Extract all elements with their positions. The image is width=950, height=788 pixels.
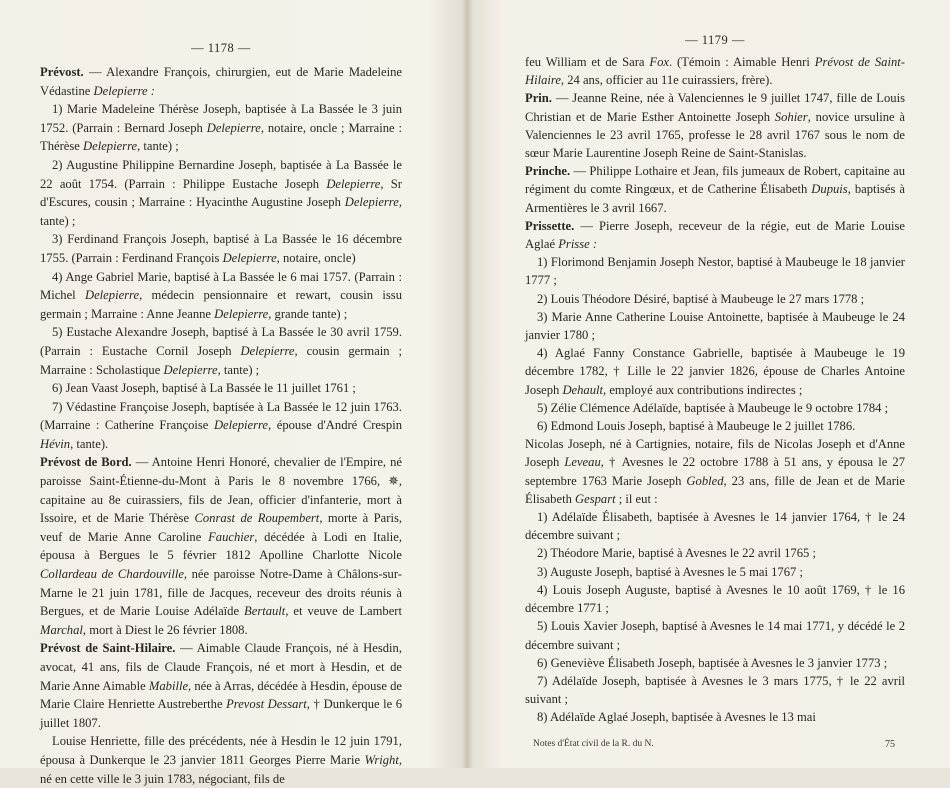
text-run: , novice ursuline à Valenciennes le 23 avril 1765, professe le 28 avril 1767 sous le nom de sœur Marie Laurentine Joseph Reine de Saint-Stanislas. [525,109,905,161]
list-item [525,308,905,344]
entry-heading: Prin. [525,91,552,106]
entry-paragraph [525,435,905,508]
list-item [525,581,905,617]
footer-signature: 75 [885,739,895,750]
text-run: 6) Geneviève Élisabeth Joseph, baptisée à Avesnes le 3 janvier 1773 ; [537,655,888,670]
text-run: ; il eut : [615,491,658,506]
text-run: 8) Adélaïde Aglaé Joseph, baptisée à Avesnes le 13 mai [537,710,816,725]
text-run: 5) Zélie Clémence Adélaïde, baptisée à Maubeuge le 9 octobre 1784 ; [537,400,889,415]
entry-paragraph [40,453,402,639]
text-run: . (Témoin : Aimable Henri [668,55,815,69]
entry-heading: Prissette. [525,218,575,233]
text-run: 3) Ferdinand François Joseph, baptisé à La Bassée le 16 décembre 1755. (Parrain : Ferdinand François [40,232,402,265]
italic-name: Mabille [148,678,189,693]
entry-paragraph [40,639,402,732]
right-page [525,0,905,768]
list-item [40,323,402,379]
text-run: 3) Marie Anne Catherine Louise Antoinette, baptisée à Maubeuge le 24 janvier 1780 ; [525,309,905,343]
list-item [525,654,905,672]
entry-paragraph [525,53,905,89]
text-run: 1) Adélaïde Élisabeth, baptisée à Avesnes le 14 janvier 1764, † le 24 décembre suivant ; [525,510,905,543]
text-run: — Antoine Henri Honoré, chevalier de l'Empire, né paroisse Saint-Étienne-du-Mont à Paris le 8 novembre 1766, ✵, capitaine au 8e cuirassiers, fils de Jean, officier d'infanterie, mort à Issoire, et de Marie Thérèse [40,455,403,526]
text-run: , née paroisse Notre-Dame à Châlons-sur-Marne le 21 juin 1781, fille de Jacques, receveur des droits réunis à Bergues, et de Marie Louise Adélaïde [40,567,402,619]
italic-name: Prévost de Saint-Hilaire [525,55,905,88]
list-item [525,508,905,544]
text-run: 6) Edmond Louis Joseph, baptisé à Maubeuge le 2 juillet 1786. [537,419,856,434]
list-item [525,417,905,435]
text-run: , employé aux contributions indirectes ; [603,382,803,397]
text-run: 2) Augustine Philippine Bernardine Joseph, baptisée à La Bassée le 22 août 1754. (Parrain : Philippe Eustache Joseph [40,157,402,191]
text-run: 7) Adélaïde Joseph, baptisée à Avesnes le 3 mars 1775, † le 22 avril suivant ; [525,673,905,707]
text-run: 4) Ange Gabriel Marie, baptisé à La Bassée le 6 mai 1757. (Parrain : Michel [40,269,402,303]
italic-name: Delepierre [163,362,218,377]
list-item [525,617,905,653]
entry-heading: Prévost de Saint-Hilaire. [40,641,176,656]
list-item [525,399,905,417]
italic-name: Delepierre [83,139,138,154]
text-run: Louise Henriette, fille des précédents, née à Hesdin le 12 juin 1791, épousa à Dunkerque le 23 janvier 1811 Georges Pierre Marie [40,734,402,767]
page-footer [525,739,905,750]
text-run: , grande tante) ; [268,306,348,321]
entry-heading: Prinche. [525,164,571,179]
text-run: , † Avesnes le 22 octobre 1788 à 51 ans, y épousa le 27 septembre 1763 Marie Joseph [525,455,905,488]
italic-name: Wright [364,752,399,767]
text-run: , médecin pensionnaire et rewart, cousin issu germain ; Marraine : Anne Jeanne [40,288,403,321]
italic-name: Gespart [575,491,616,506]
left-page-text [40,63,402,788]
list-item [525,563,905,581]
entry-paragraph [525,162,905,217]
italic-name: Delepierre [222,250,277,265]
italic-name: Dupuis [811,182,848,197]
entry-paragraph [525,217,905,253]
text-run: 6) Jean Vaast Joseph, baptisé à La Bassée le 11 juillet 1761 ; [52,381,356,396]
list-item [525,253,905,289]
list-item [40,268,402,324]
text-run: , tante) ; [40,195,402,228]
italic-name: Fox [649,55,669,69]
text-run: , Sr d'Escures, cousin ; Marraine : Hyacinthe Augustine Joseph [40,176,402,210]
text-run: 1) Marie Madeleine Thérèse Joseph, baptisée à La Bassée le 3 juin 1752. (Parrain : Bernard Joseph [40,102,402,135]
text-run: 4) Louis Joseph Auguste, baptisé à Avesnes le 10 août 1769, † le 16 décembre 1771 ; [525,582,905,616]
list-item [40,398,402,454]
text-run: 5) Eustache Alexandre Joseph, baptisé à La Bassée le 30 avril 1759. (Parrain : Eustache Cornil Joseph [40,325,402,358]
italic-name: Delepierre : [93,83,155,98]
italic-name: Delepierre [85,288,140,303]
italic-name: Delepierre [326,176,381,191]
italic-name: Delepierre [206,120,261,135]
text-run: , 23 ans, fille de Jean et de Marie Élisabeth [525,473,905,506]
text-run: , tante) ; [217,362,260,377]
footer-title: Notes d'État civil de la R. du N. [533,739,654,749]
entry-paragraph [40,63,402,100]
text-run: Nicolas Joseph, né à Cartignies, notaire, fils de Nicolas Joseph et d'Anne Joseph [525,437,905,470]
list-item [525,290,905,308]
italic-name: Prevost Dessart [226,697,307,712]
italic-name: Leveau [564,455,601,470]
entry-heading: Prévost de Bord. [40,455,132,470]
text-run: 2) Louis Théodore Désiré, baptisé à Maubeuge le 27 mars 1778 ; [537,291,865,306]
text-run: , né en cette ville le 3 juin 1783, négociant, fils de [40,752,402,786]
italic-name: Conrast de Roupembert [194,511,320,526]
text-run: , † Dunkerque le 6 juillet 1807. [40,697,402,730]
text-run: , baptisés à Armentières le 3 avril 1667. [525,182,906,215]
italic-name: Delepierre [344,195,399,210]
text-run: 7) Védastine Françoise Joseph, baptisée à La Bassée le 12 juin 1763. (Marraine : Catherine Françoise [40,399,402,433]
text-run: , mort à Diest le 26 février 1808. [82,622,248,637]
italic-name: Prisse : [558,237,598,252]
text-run: , décédée à Lodi en Italie, épousa à Bergues le 5 février 1812 Apolline Charlotte Nicole [40,529,403,563]
text-run: — Alexandre François, chirurgien, eut de Marie Madeleine Védastine [40,65,402,98]
text-run: feu William et de Sara [525,55,650,69]
list-item [525,344,905,399]
text-run: , tante) ; [137,139,179,154]
italic-name: Delepierre [213,418,269,433]
list-item [525,672,905,708]
text-run: — Aimable Claude François, né à Hesdin, avocat, 41 ans, fils de Claude François, né et mort à Hesdin, et de Marie Anne Aimable [40,641,402,693]
text-run: , et veuve de Lambert [285,604,402,619]
text-run: , morte à Paris, veuf de Marie Anne Caroline [40,511,402,544]
italic-name: Dehault [562,382,604,397]
text-run: 4) Aglaé Fanny Constance Gabrielle, baptisée à Maubeuge le 19 décembre 1782, † Lille le 22 janvier 1826, épouse de Charles Antoine Joseph [525,346,905,397]
text-run: — Philippe Lothaire et Jean, fils jumeaux de Robert, capitaine au régiment du comte Ringœux, et de Catherine Élisabeth [525,164,905,197]
text-run: 5) Louis Xavier Joseph, baptisé à Avesnes le 14 mai 1771, y décédé le 2 décembre suivant ; [525,619,905,652]
entry-paragraph [525,89,905,162]
text-run: , notaire, oncle) [276,250,356,265]
right-page-number: — 1179 — [685,33,745,47]
text-run: 1) Florimond Benjamin Joseph Nestor, baptisé à Maubeuge le 18 janvier 1777 ; [525,255,905,288]
list-item [40,100,402,156]
list-item [40,230,402,267]
right-page-text [525,53,905,727]
italic-name: Bertault [244,604,286,619]
list-item [525,708,905,726]
text-run: 2) Théodore Marie, baptisé à Avesnes le 22 avril 1765 ; [537,546,816,561]
text-run: , tante). [70,436,109,451]
text-run: , épouse d'André Crespin [268,418,402,433]
list-item [525,544,905,562]
text-run: — Pierre Joseph, receveur de la régie, eut de Marie Louise Aglaé [525,218,905,252]
paragraph [40,732,402,788]
italic-name: Delepierre [214,306,269,321]
italic-name: Fauchier [208,529,255,544]
list-item [40,379,402,398]
italic-name: Sohier [774,109,808,124]
text-run: 3) Auguste Joseph, baptisé à Avesnes le 5 mai 1767 ; [537,564,803,579]
text-run: , notaire, oncle ; Marraine : Thérèse [40,120,402,154]
italic-name: Marchal [40,622,83,637]
text-run: , 24 ans, officier au 11e cuirassiers, frère). [560,73,773,88]
entry-heading: Prévost. [40,65,84,79]
italic-name: Delepierre [240,343,295,358]
italic-name: Gobled [686,473,724,488]
text-run: — Jeanne Reine, née à Valenciennes le 9 juillet 1747, fille de Louis Christian et de Marie Esther Antoinette Joseph [525,91,905,124]
left-page [40,0,403,786]
text-run: , cousin germain ; Marraine : Scholastique [40,343,402,377]
italic-name: Hévin [40,436,71,451]
list-item [40,156,402,230]
italic-name: Collardeau de Chardouville [40,567,184,582]
text-run: , née à Arras, décédée à Hesdin, épouse de Marie Claire Henriette Austreberthe [40,678,402,712]
left-page-number: — 1178 — [191,41,251,55]
